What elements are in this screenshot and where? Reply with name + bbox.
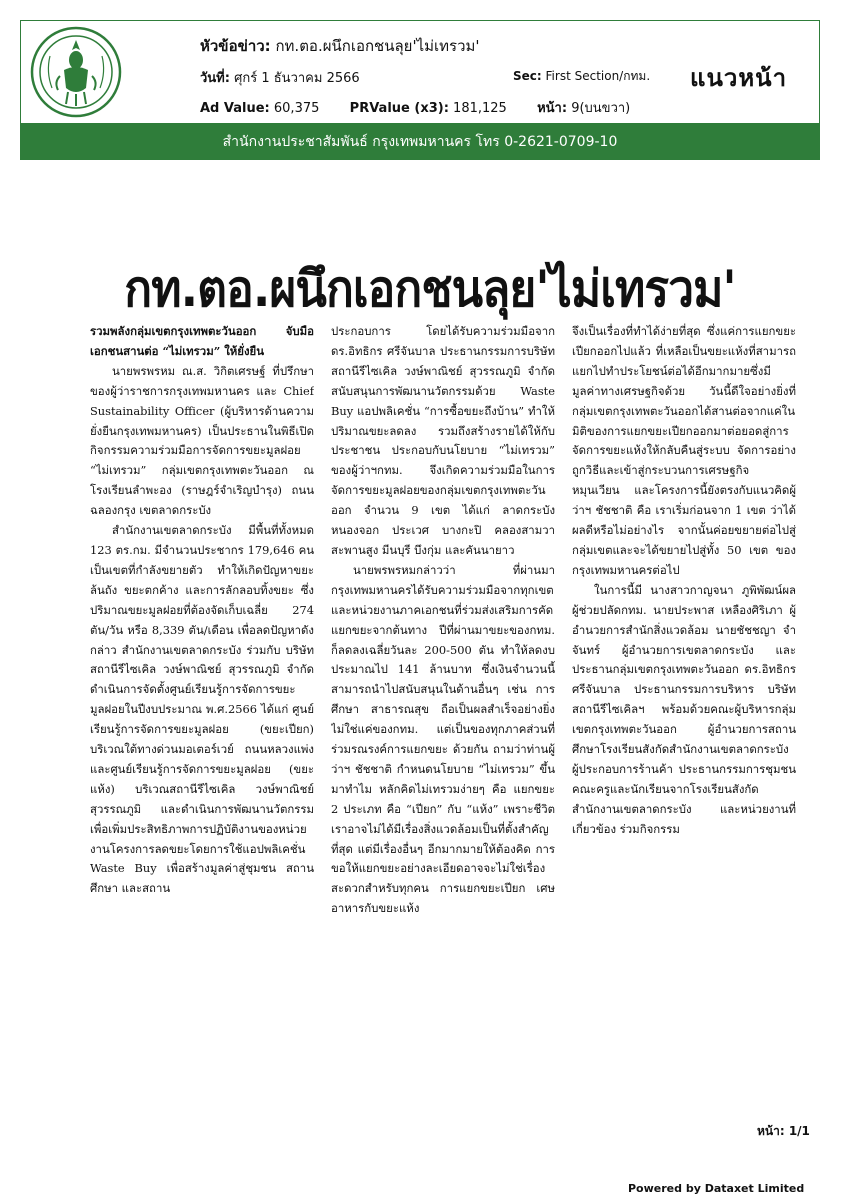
page-value: 9(บนขวา) bbox=[571, 101, 631, 116]
ad-value-label: Ad Value: bbox=[200, 101, 270, 116]
article-lead: รวมพลังกลุ่มเขตกรุงเทพตะวันออก จับมือเอกชนสานต่อ “ไม่เทรวม” ให้ยั่งยืน bbox=[90, 324, 314, 358]
page-count: หน้า: 1/1 bbox=[757, 1124, 810, 1138]
date-field bbox=[200, 67, 360, 88]
bangkok-seal-icon bbox=[30, 26, 122, 118]
publication-name: แนวหน้า bbox=[690, 64, 788, 92]
headline-value: กท.ตอ.ผนึกเอกชนลุย'ไม่เทรวม' bbox=[275, 37, 480, 55]
pr-value: 181,125 bbox=[453, 101, 507, 116]
article-column-2 bbox=[331, 322, 555, 1107]
paragraph: นายพรพรหมกล่าวว่า ที่ผ่านมากรุงเทพมหานครได้รับความร่วมมือจากทุกเขต และหน่วยงานภาคเอกชนที่ร่วมส่งเสริมการคัดแยกขยะจากต้นทาง ปีที่ผ่านมาขยะของกทม. ก็ลดลงเฉลี่ยวันละ 200-500 ตัน ทำให้ลดงบประมาณไป 141 ล้านบาท ซึ่งเงินจำนวนนี้สามารถนำไปสนับสนุนในด้านอื่นๆ เช่น การศึกษา สาธารณสุข ถือเป็นผลสำเร็จอย่างยิ่งไม่ใช่แค่ของกทม. แต่เป็นของทุกภาคส่วนที่ร่วมรณรงค์การแยกขยะ ด้วยกัน ถามว่าท่านผู้ว่าฯ ชัชชาติ กำหนดนโยบาย “ไม่เทรวม” ขึ้นมาทำไม หลักคิดไม่เทรวมง่ายๆ คือ แยกขยะ 2 ประเภท คือ “เปียก” กับ “แห้ง” เพราะชีวิตเราอาจไม่ได้มีเรื่องสิ่งแวดล้อมเป็นที่ตั้งสำคัญที่สุด แต่มีเรื่องอื่นๆ อีกมากมายให้ต้องคิด การขอให้แยกขยะอย่างละเอียดอาจจะไม่ใช่เรื่องสะดวกสำหรับทุกคน การแยกขยะเปียก เศษอาหารกับขยะแห้ง bbox=[331, 562, 555, 916]
ad-value: 60,375 bbox=[273, 101, 320, 116]
pr-value-label: PRValue (x3): bbox=[349, 101, 449, 116]
headline-field bbox=[200, 34, 480, 58]
article-column-3 bbox=[572, 322, 796, 1107]
agency-bar: สำนักงานประชาสัมพันธ์ กรุงเทพมหานคร โทร 0-2621-0709-10 bbox=[20, 124, 820, 160]
section-field bbox=[513, 67, 650, 86]
paragraph: สำนักงานเขตลาดกระบัง มีพื้นที่ทั้งหมด 123 ตร.กม. มีจำนวนประชากร 179,646 คน เป็นเขตที่กำลังขยายตัว ทำให้เกิดปัญหาขยะล้นถัง ขยะตกค้าง และการลักลอบทิ้งขยะ ซึ่งปริมาณขยะมูลฝอยที่ต้องจัดเก็บเฉลี่ย 274 ตัน/วัน หรือ 8,339 ตัน/เดือน เพื่อลดปัญหาดังกล่าว สำนักงานเขตลาดกระบัง ร่วมกับ บริษัทสถานีรีไซเคิล วงษ์พาณิชย์ สุวรรณภูมิ จำกัด ดำเนินการจัดตั้งศูนย์เรียนรู้การจัดการขยะมูลฝอยในปีงบประมาณ พ.ศ.2566 ได้แก่ ศูนย์เรียนรู้การจัดการขยะมูลฝอย (ขยะเปียก) บริเวณใต้ทางด่วนมอเตอร์เวย์ ถนนหลวงแพ่ง และศูนย์เรียนรู้การจัดการขยะมูลฝอย (ขยะแห้ง) บริเวณสถานีรีไซเคิล วงษ์พาณิชย์สุวรรณภูมิ และดำเนินการพัฒนานวัตกรรม เพื่อเพิ่มประสิทธิภาพการปฏิบัติงานของหน่วยงานโครงการลดขยะโดยการใช้แอปพลิเคชั่น Waste Buy เพื่อสร้างมูลค่าสู่ชุมชน สถานศึกษา และสถาน bbox=[90, 523, 314, 896]
article-body bbox=[90, 322, 812, 1107]
date-value: ศุกร์ 1 ธันวาคม 2566 bbox=[234, 71, 360, 86]
section-label: Sec: bbox=[513, 69, 542, 83]
paragraph: ในการนี้มี นางสาวกาญจนา ภูพิพัฒน์ผล ผู้ช่วยปลัดกทม. นายประพาส เหลืองศิริเภา ผู้อำนวยการสำนักสิ่งแวดล้อม นายชัชชญา จำจันทร์ ผู้อำนวยการเขตลาดกระบัง และประธานกลุ่มเขตกรุงเทพตะวันออก ดร.อิทธิกร ศรีจันบาล ประธานกรรมการบริหาร บริษัท สถานีรีไซเคิลฯ พร้อมด้วยคณะผู้บริหารกลุ่มเขตกรุงเทพตะวันออก ผู้อำนวยการสถานศึกษาโรงเรียนสังกัดสำนักงานเขตลาดกระบัง ผู้ประกอบการร้านค้า ประธานกรรมการชุมชน คณะครูและนักเรียนจากโรงเรียนสังกัดสำนักงานเขตลาดกระบัง และหน่วยงานที่เกี่ยวข้อง ร่วมกิจกรรม bbox=[572, 582, 796, 836]
section-value: First Section/กทม. bbox=[545, 69, 651, 83]
article-headline: กท.ตอ.ผนึกเอกชนลุย'ไม่เทรวม' bbox=[124, 260, 736, 318]
paragraph: ประกอบการ โดยได้รับความร่วมมือจาก ดร.อิทธิกร ศรีจันบาล ประธานกรรมการบริษัท สถานีรีไซเคิล วงษ์พาณิชย์ สุวรรณภูมิ จำกัด สนับสนุนการพัฒนานวัตกรรมด้วย Waste Buy แอปพลิเคชั่น “การซื้อขยะถึงบ้าน” ทำให้ปริมาณขยะลดลง รวมถึงสร้างรายได้ให้กับประชาชน ประกอบกับนโยบาย “ไม่เทรวม” ของผู้ว่าฯกทม. จึงเกิดความร่วมมือในการจัดการขยะมูลฝอยของกลุ่มเขตกรุงเทพตะวันออก จำนวน 9 เขต ได้แก่ ลาดกระบัง หนองจอก ประเวศ บางกะปิ คลองสามวา สะพานสูง มีนบุรี บึงกุ่ม และคันนายาว bbox=[331, 324, 555, 557]
value-fields bbox=[200, 97, 630, 118]
headline-label: หัวข้อข่าว: bbox=[200, 37, 271, 55]
page-label: หน้า: bbox=[537, 101, 568, 116]
paragraph: นายพรพรหม ณ.ส. วิกิตเศรษฐ์ ที่ปรึกษาของผู้ว่าราชการกรุงเทพมหานคร และ Chief Sustainability Officer (ผู้บริหารด้านความยั่งยืนกรุงเทพมหานคร) เป็นประธานในพิธีเปิดกิจกรรมความร่วมมือการจัดการขยะมูลฝอย “ไม่เทรวม” กลุ่มเขตกรุงเทพตะวันออก ณ โรงเรียนลำพะอง (ราษฎร์จำเริญบำรุง) ถนนฉลองกรุง เขตลาดกระบัง bbox=[90, 363, 314, 518]
paragraph: จึงเป็นเรื่องที่ทำได้ง่ายที่สุด ซึ่งแค่การแยกขยะเปียกออกไปแล้ว ที่เหลือเป็นขยะแห้งที่สามารถแยกไปทำประโยชน์ต่อได้อีกมากมายซึ่งมีมูลค่าทางเศรษฐกิจด้วย วันนี้ดีใจอย่างยิ่งที่กลุ่มเขตกรุงเทพตะวันออกได้สานต่อจากแค่ในมิติของการแยกขยะเปียกออกมาต่อยอดสู่การจัดการขยะแห้งให้กลับคืนสู่ระบบ จัดการอย่างถูกวิธีและเข้าสู่กระบวนการเศรษฐกิจหมุนเวียน และโครงการนี้ยังตรงกับแนวคิดผู้ว่าฯ ชัชชาติ คือ เราเริ่มก่อนจาก 1 เขต ว่าได้ผลดีหรือไม่อย่างไร จากนั้นค่อยขยายต่อไปสู่กลุ่มเขตและจะได้ขยายไปสู่ทั้ง 50 เขต ของกรุงเทพมหานครต่อไป bbox=[572, 324, 796, 577]
date-label: วันที่: bbox=[200, 71, 230, 86]
article-column-1 bbox=[90, 322, 314, 1107]
powered-by: Powered by Dataxet Limited bbox=[628, 1182, 805, 1195]
